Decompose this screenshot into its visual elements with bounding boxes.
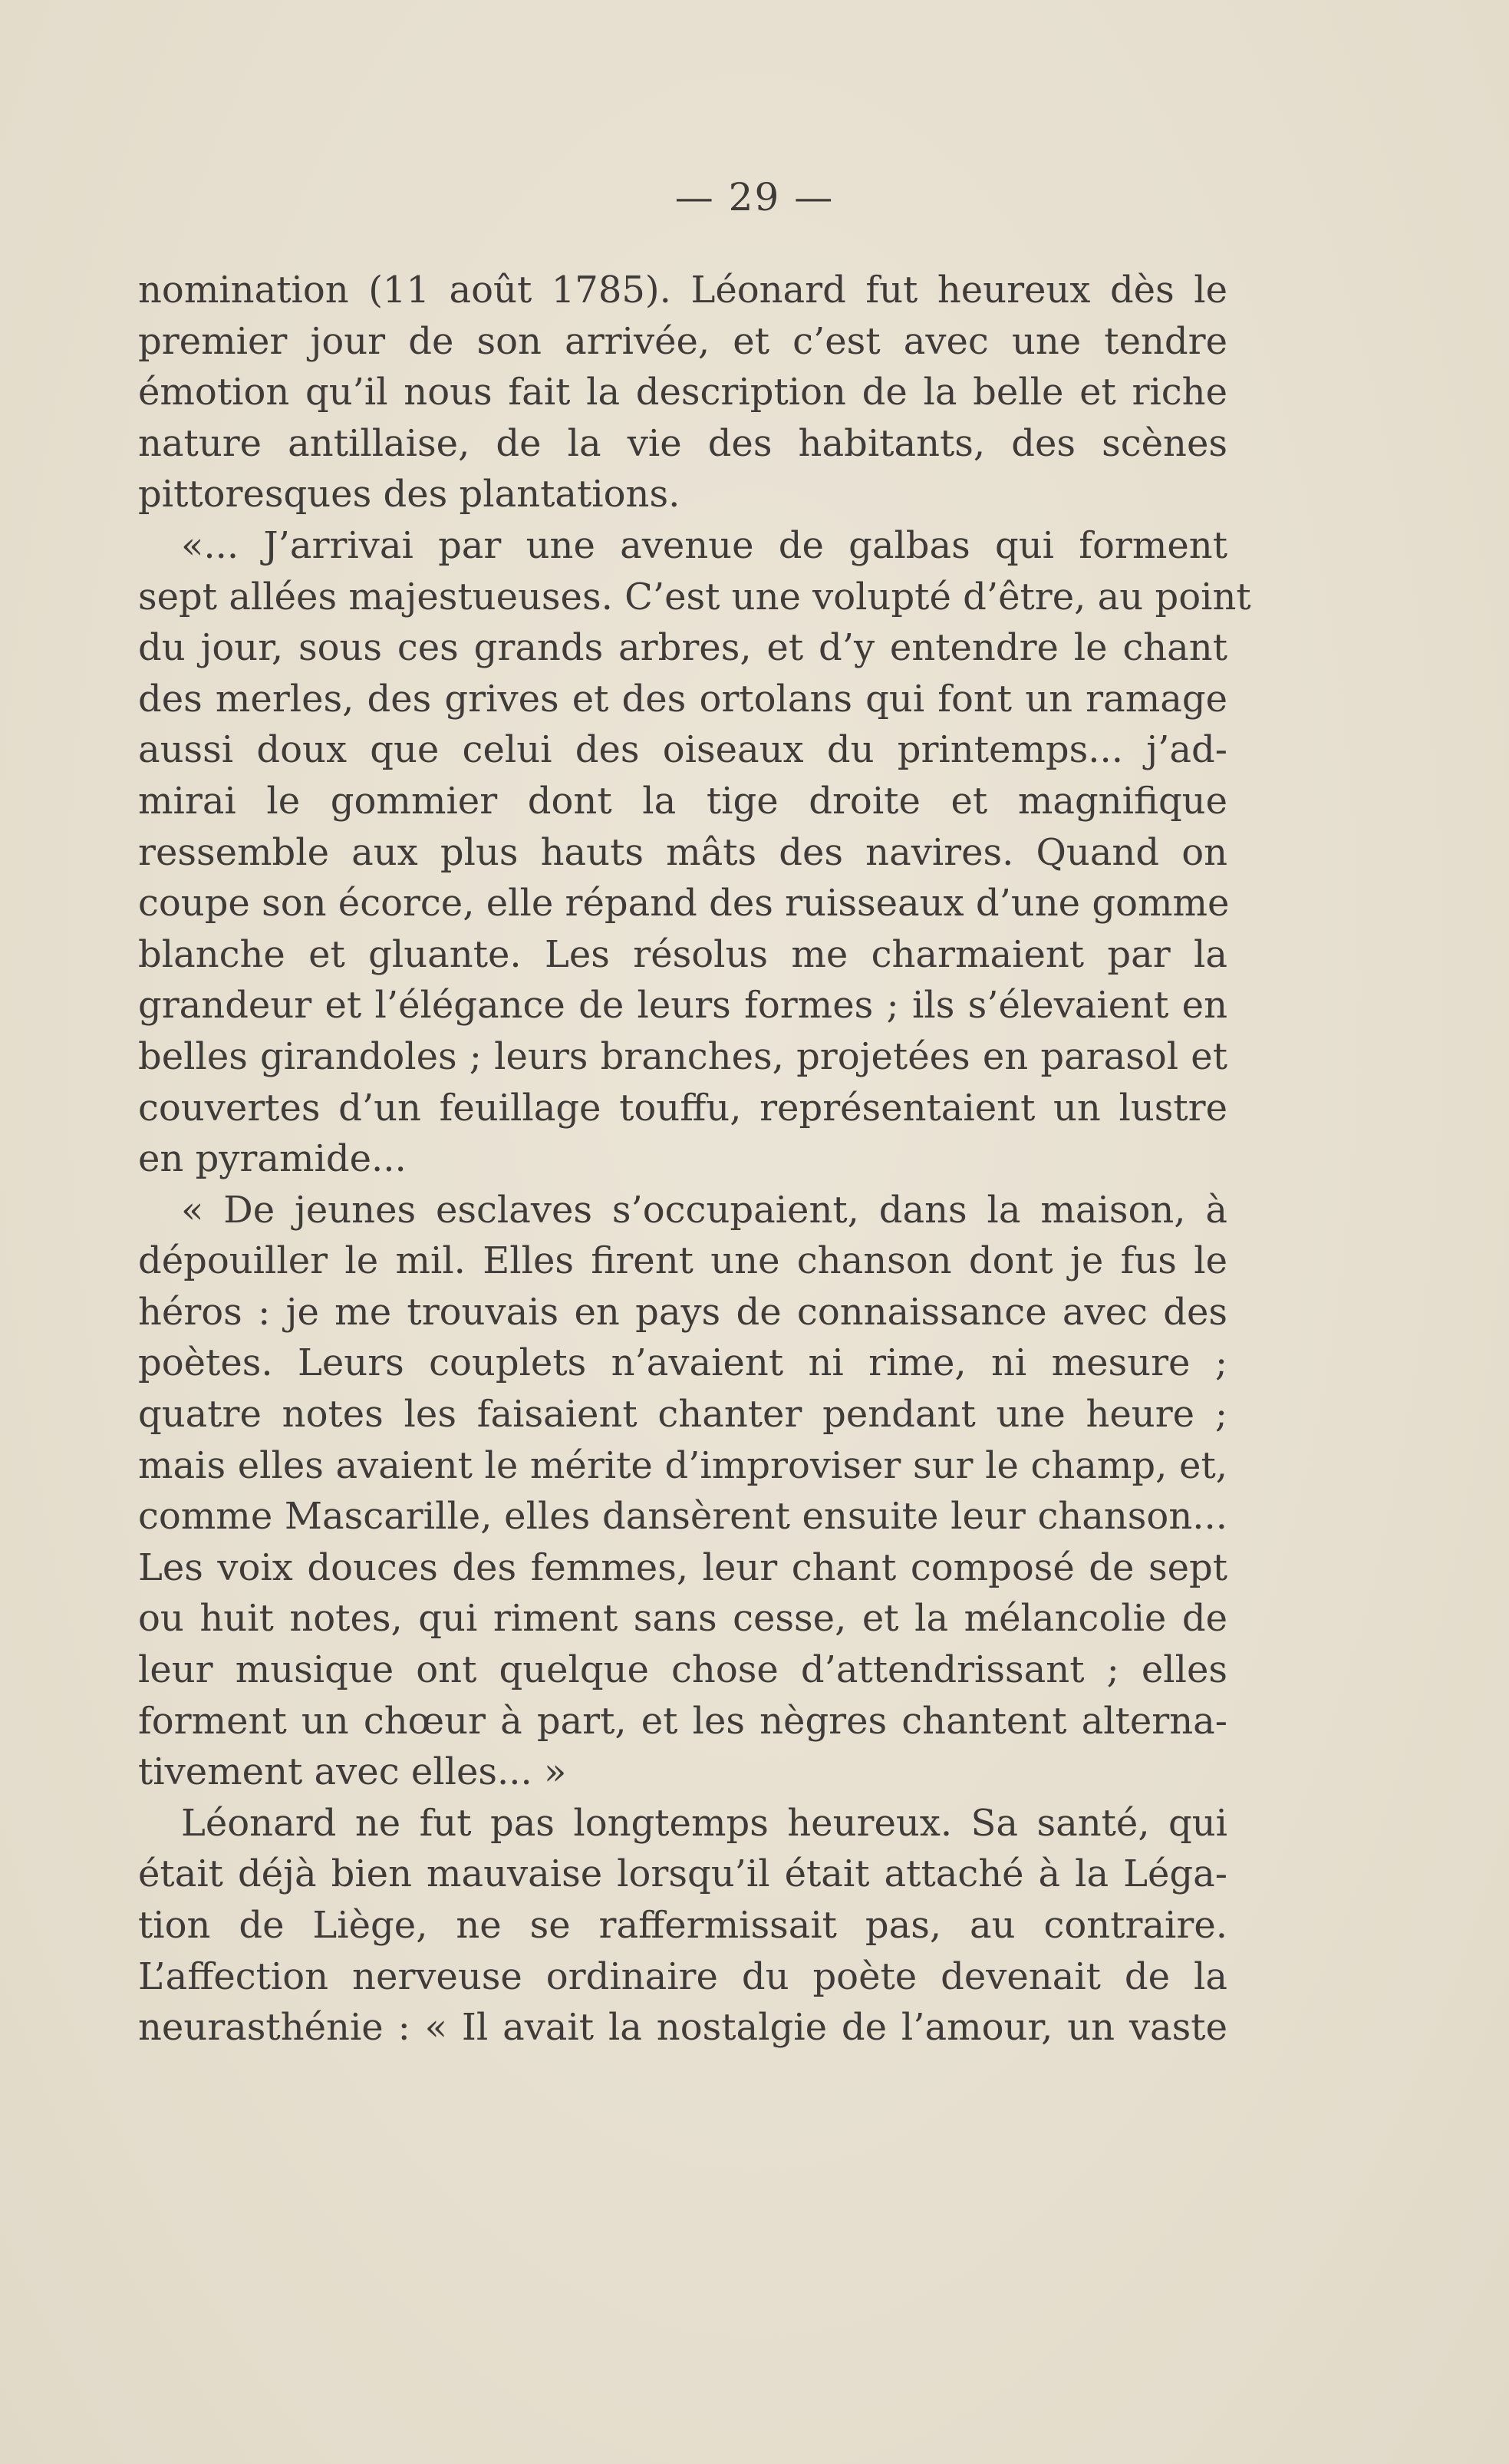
- text-line: coupe son écorce, elle répand des ruisseaux d’une gomme: [138, 882, 1230, 925]
- text-line: belles girandoles ; leurs branches, projetées en parasol et: [138, 1034, 1227, 1078]
- text-line: tion de Liège, ne se raffermissait pas, au contraire.: [138, 1904, 1227, 1947]
- text-line: couvertes d’un feuillage touffu, représentaient un lustre: [138, 1086, 1227, 1130]
- text-line: leur musique ont quelque chose d’attendrissant ; elles: [138, 1648, 1227, 1692]
- text-line: du jour, sous ces grands arbres, et d’y entendre le chant: [138, 626, 1227, 670]
- text-line: mirai le gommier dont la tige droite et magnifique: [138, 779, 1227, 823]
- text-line: sept allées majestueuses. C’est une volupté d’être, au point: [138, 575, 1251, 618]
- text-line: émotion qu’il nous fait la description de la belle et riche: [138, 371, 1227, 414]
- text-line: héros : je me trouvais en pays de connaissance avec des: [138, 1290, 1227, 1334]
- paragraph-4: [138, 1798, 1227, 2053]
- text-line: nomination (11 août 1785). Léonard fut heureux dès le: [138, 269, 1227, 312]
- page-number: — 29 —: [674, 175, 835, 219]
- text-line: en pyramide...: [138, 1137, 407, 1181]
- text-line: « De jeunes esclaves s’occupaient, dans la maison, à: [181, 1188, 1227, 1232]
- text-line: grandeur et l’élégance de leurs formes ; ils s’élevaient en: [138, 984, 1227, 1027]
- text-line: était déjà bien mauvaise lorsqu’il était attaché à la Léga-: [138, 1852, 1227, 1896]
- text-line: ou huit notes, qui riment sans cesse, et la mélancolie de: [138, 1597, 1227, 1641]
- text-line: tivement avec elles... »: [138, 1750, 567, 1794]
- text-line: premier jour de son arrivée, et c’est avec une tendre: [138, 319, 1227, 363]
- body-text: [138, 265, 1251, 2053]
- paragraph-3: [138, 1185, 1227, 1798]
- text-line: dépouiller le mil. Elles firent une chanson dont je fus le: [138, 1239, 1227, 1283]
- paragraph-1: [138, 265, 1227, 520]
- text-line: neurasthénie : « Il avait la nostalgie de l’amour, un vaste: [138, 2006, 1227, 2050]
- text-line: forment un chœur à part, et les nègres chantent alterna-: [138, 1699, 1227, 1743]
- text-line: quatre notes les faisaient chanter pendant une heure ;: [138, 1393, 1227, 1437]
- text-line: nature antillaise, de la vie des habitants, des scènes: [138, 421, 1227, 465]
- text-line: des merles, des grives et des ortolans qui font un ramage: [138, 677, 1227, 721]
- text-line: mais elles avaient le mérite d’improviser sur le champ, et,: [138, 1443, 1227, 1487]
- text-line: pittoresques des plantations.: [138, 473, 680, 516]
- text-line: Léonard ne fut pas longtemps heureux. Sa santé, qui: [181, 1801, 1227, 1845]
- paragraph-2: [138, 520, 1251, 1185]
- text-line: aussi doux que celui des oiseaux du printemps... j’ad-: [138, 728, 1227, 772]
- text-line: ressemble aux plus hauts mâts des navires. Quand on: [138, 830, 1227, 874]
- text-line: Les voix douces des femmes, leur chant composé de sept: [138, 1545, 1227, 1589]
- text-line: blanche et gluante. Les résolus me charmaient par la: [138, 932, 1227, 976]
- text-line: L’affection nerveuse ordinaire du poète devenait de la: [138, 1954, 1227, 1998]
- text-line: comme Mascarille, elles dansèrent ensuite leur chanson...: [138, 1495, 1227, 1539]
- text-line: poètes. Leurs couplets n’avaient ni rime, ni mesure ;: [138, 1341, 1227, 1385]
- text-line: «... J’arrivai par une avenue de galbas qui forment: [181, 523, 1227, 567]
